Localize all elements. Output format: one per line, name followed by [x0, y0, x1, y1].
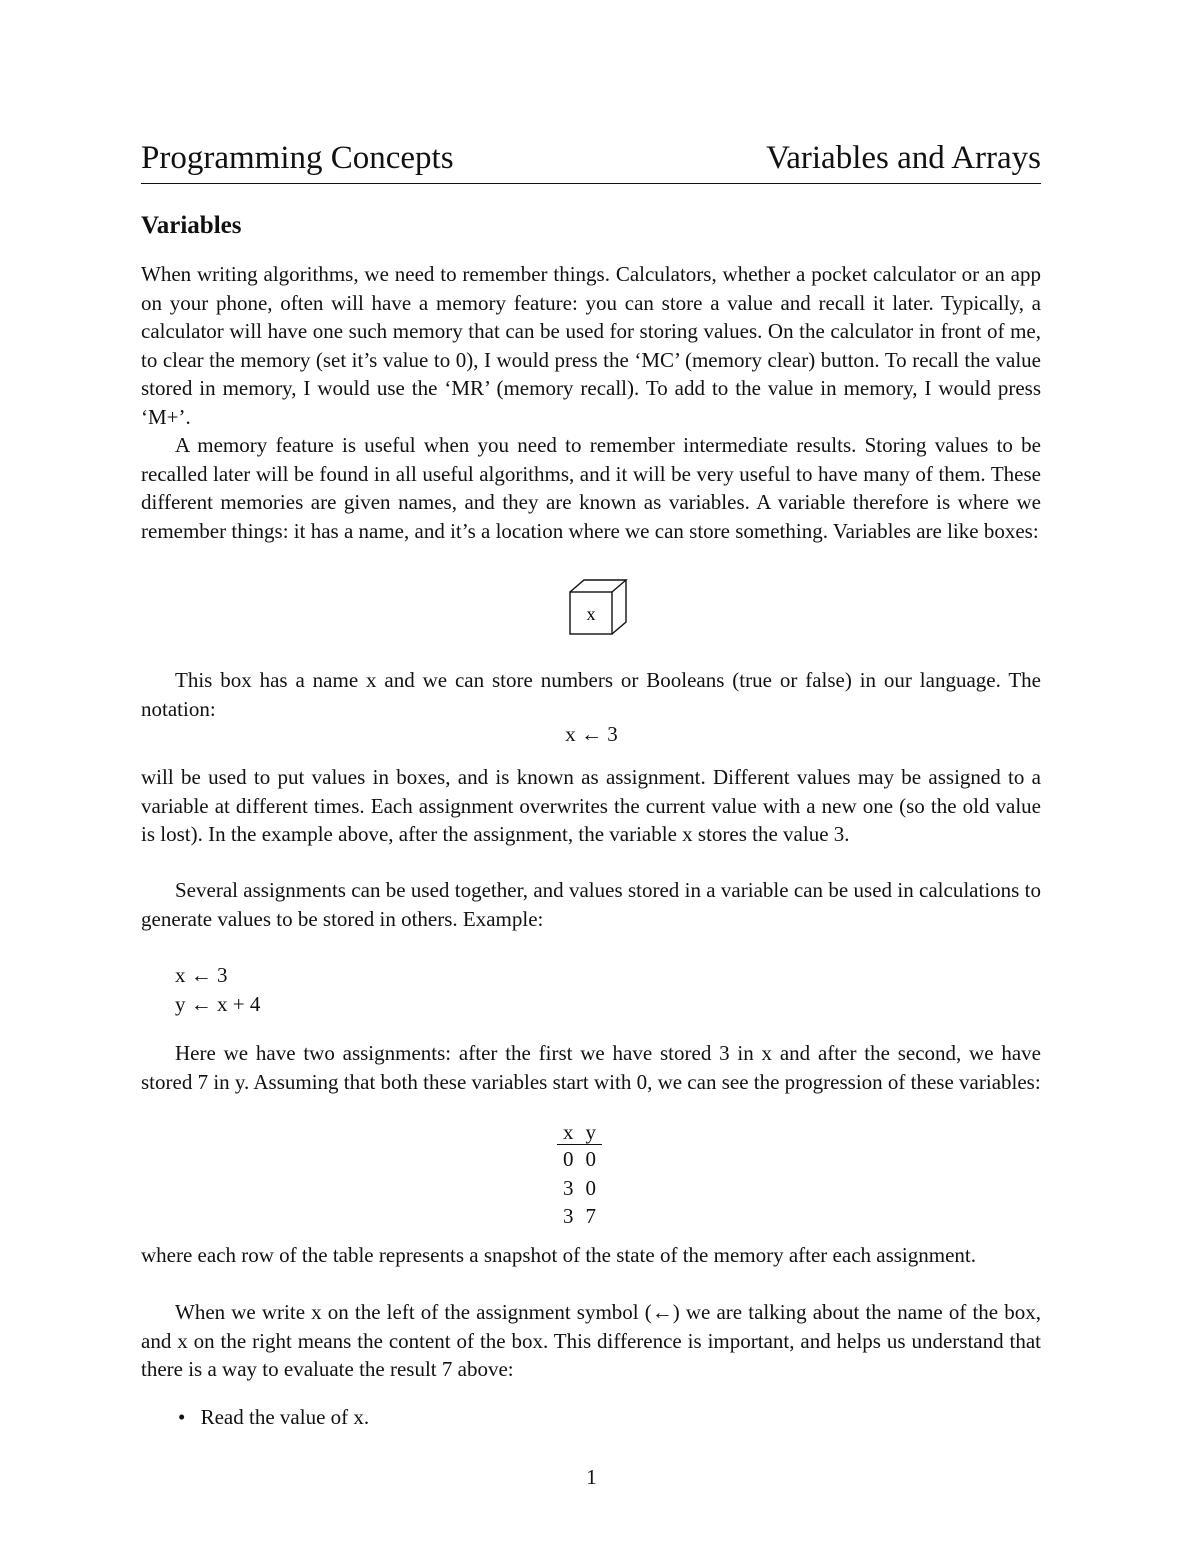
table-cell: 3	[563, 1204, 574, 1229]
paragraph-4: will be used to put values in boxes, and is known as assignment. Different values may be assigned to a variable at different times. Each assignment overwrites the current value with a new one (so the old value is lost). In the example above, after the assignment, the variable x stores the value 3.	[141, 765, 1041, 847]
paragraph-2: A memory feature is useful when you need to remember intermediate results. Storing values to be recalled later will be found in all useful algorithms, and it will be very useful to have many of them. These different memories are given names, and they are known as variables. A variable therefore is where we remember things: it has a name, and it’s a location where we can store something. Variables are like boxes:	[141, 433, 1041, 543]
paragraph-1: When writing algorithms, we need to remember things. Calculators, whether a pocket calculator or an app on your phone, often will have a memory feature: you can store a value and recall it later. Typically, a calculator will have one such memory that can be used for storing values. On the calculator in front of me, to clear the memory (set it’s value to 0), I would press the ‘MC’ (memory clear) button. To recall the value stored in memory, I would use the ‘MR’ (memory recall). To add to the value in memory, I would press ‘M+’.	[141, 262, 1041, 429]
paragraph-7: where each row of the table represents a snapshot of the state of the memory after each assignment.	[141, 1243, 977, 1267]
section-title: Variables	[141, 212, 242, 239]
header-title-right: Variables and Arrays	[766, 140, 1041, 176]
variable-box-diagram	[568, 578, 630, 638]
bullet-text: Read the value of x.	[200, 1405, 370, 1429]
box-label: x	[586, 604, 596, 624]
table-cell: 3	[563, 1175, 574, 1200]
table-row	[557, 1174, 602, 1203]
code-line-2: y ← x + 4	[175, 992, 261, 1016]
table-header-cell: x	[557, 1120, 580, 1145]
paragraph-6: Here we have two assignments: after the first we have stored 3 in x and after the second, we have stored 7 in y. Assuming that both these variables start with 0, we can see the progression of these variables:	[141, 1041, 1041, 1094]
paragraph-8: When we write x on the left of the assignment symbol (←) we are talking about the name of the box, and x on the right means the content of the box. This difference is important, and helps us understand that there is a way to evaluate the result 7 above:	[141, 1300, 1041, 1382]
table-cell: 7	[585, 1204, 596, 1229]
code-line-1: x ← 3	[175, 963, 228, 987]
assignment-equation: x ← 3	[565, 722, 618, 746]
table-header-cell: y	[580, 1120, 603, 1145]
table-cell: 0	[585, 1175, 596, 1200]
table-cell: 0	[585, 1147, 596, 1171]
paragraph-5: Several assignments can be used together, and values stored in a variable can be used in calculations to generate values to be stored in others. Example:	[141, 878, 1041, 931]
page-number: 1	[586, 1465, 597, 1489]
header-title-left: Programming Concepts	[141, 140, 454, 176]
bullet-icon: •	[178, 1405, 186, 1429]
table-header-row	[557, 1120, 602, 1145]
table-row	[557, 1202, 602, 1231]
bullet-list-item	[178, 1405, 369, 1430]
header-rule	[141, 183, 1041, 184]
table-cell: 0	[563, 1147, 574, 1171]
paragraph-3: This box has a name x and we can store numbers or Booleans (true or false) in our language. The notation:	[141, 668, 1041, 721]
state-table	[557, 1120, 602, 1231]
table-row	[557, 1145, 602, 1174]
